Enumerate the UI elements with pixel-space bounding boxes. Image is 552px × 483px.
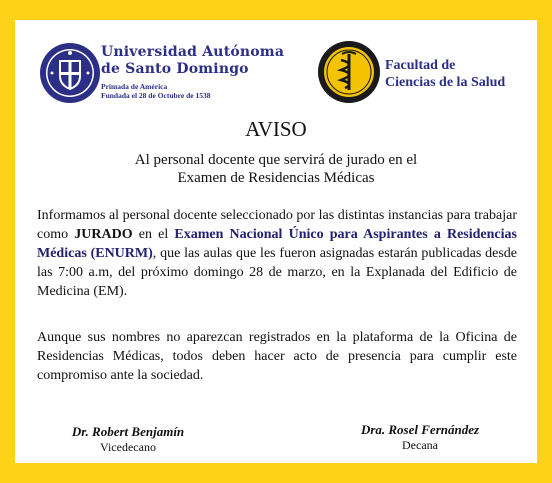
- signature-dean-name: Dra. Rosel Fernández: [360, 422, 480, 437]
- uasd-seal-icon: [39, 42, 101, 104]
- notice-subtitle-line2: Examen de Residencias Médicas: [177, 170, 375, 186]
- signature-dean-role: Decana: [402, 438, 438, 452]
- faculty-seal-icon: [317, 40, 381, 104]
- notice-paragraph-2: Aunque sus nombres no aparezcan registrados en la plataforma de la Oficina de Residencias Médicas, todos deben hacer acto de presencia para cumplir este compromiso ante la sociedad.: [37, 330, 517, 383]
- signature-vicedean: [53, 424, 203, 455]
- signature-vicedean-role: Vicedecano: [100, 440, 156, 454]
- signature-dean: [345, 422, 495, 453]
- university-tagline-2: Fundada el 28 de Octubre de 1538: [101, 91, 211, 100]
- university-name-line2: de Santo Domingo: [101, 61, 249, 77]
- paragraph1-text-1: Informamos al personal docente seleccionado por las distintas instancias para trabajar como: [37, 208, 517, 242]
- notice-subtitle: [15, 151, 537, 187]
- paragraph1-text-2: en el: [132, 227, 175, 242]
- university-name: [101, 44, 301, 78]
- faculty-name-line1: Facultad de: [385, 58, 456, 73]
- notice-paragraph-1: [37, 206, 517, 301]
- notice-subtitle-line1: Al personal docente que servirá de jurado en el: [134, 152, 418, 168]
- paragraph1-text-3: , que las aulas que les fueron asignadas estarán publicadas desde las 7:00 a.m, del próximo domingo 28 de marzo, en la Explanada del Edificio de Medicina (EM).: [37, 246, 517, 299]
- notice-title: AVISO: [245, 117, 307, 141]
- university-name-line1: Universidad Autónoma: [101, 44, 285, 60]
- notice-sheet: [15, 20, 537, 463]
- exam-name: Examen Nacional Único para Aspirantes a Residencias Médicas (ENURM): [37, 227, 517, 261]
- university-tagline: [101, 82, 210, 100]
- university-tagline-1: Primada de América: [101, 82, 168, 91]
- signature-vicedean-name: Dr. Robert Benjamín: [71, 424, 185, 439]
- jurado-label: JURADO: [74, 227, 133, 242]
- faculty-name-line2: Ciencias de la Salud: [385, 75, 506, 90]
- faculty-name: [385, 57, 505, 91]
